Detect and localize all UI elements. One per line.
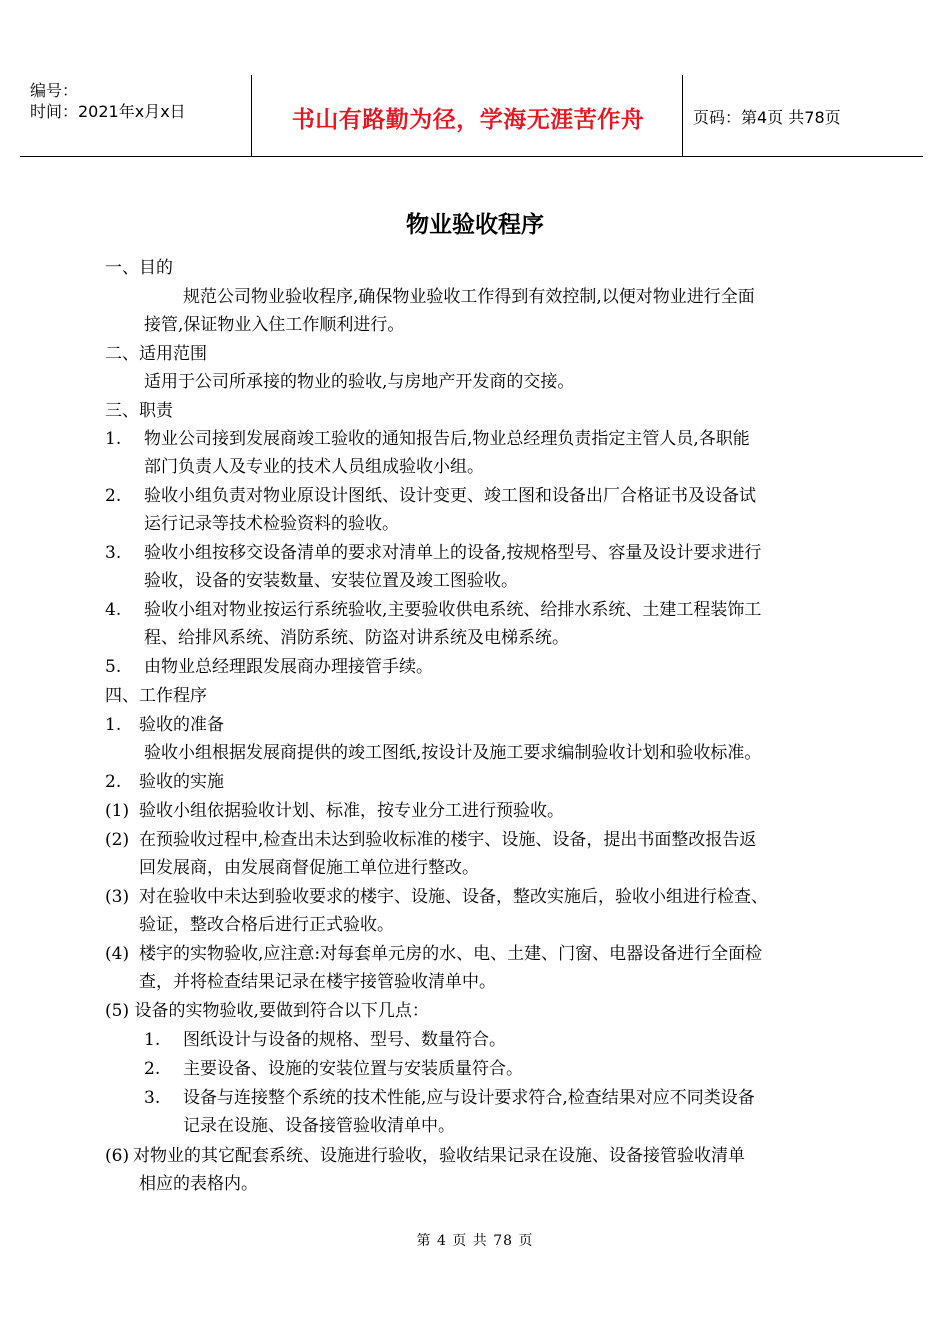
list-item-number: (1) bbox=[105, 801, 130, 821]
section-heading-responsibilities: 三、职责 bbox=[105, 401, 173, 421]
list-item-number: 1. bbox=[105, 429, 122, 449]
list-item-text: 验收小组对物业按运行系统验收,主要验收供电系统、给排水系统、土建工程装饰工 bbox=[144, 600, 762, 620]
section-heading-purpose: 一、目的 bbox=[105, 258, 173, 278]
list-item-text: 由物业总经理跟发展商办理接管手续。 bbox=[144, 657, 433, 677]
list-item-text: 运行记录等技术检验资料的验收。 bbox=[144, 514, 399, 534]
list-item-text: 对在验收中未达到验收要求的楼宇、设施、设备，整改实施后，验收小组进行检查、 bbox=[139, 887, 768, 907]
list-item-text: 程、给排风系统、消防系统、防盗对讲系统及电梯系统。 bbox=[144, 628, 569, 648]
list-item-text: 验收，设备的安装数量、安装位置及竣工图验收。 bbox=[144, 571, 518, 591]
sub-list-number: 3. bbox=[144, 1088, 161, 1108]
header-divider bbox=[682, 75, 683, 156]
sub-list-text: 图纸设计与设备的规格、型号、数量符合。 bbox=[183, 1030, 506, 1050]
list-item-text: 验收小组按移交设备清单的要求对清单上的设备,按规格型号、容量及设计要求进行 bbox=[144, 543, 762, 563]
paragraph-line: 规范公司物业验收程序,确保物业验收工作得到有效控制,以便对物业进行全面 bbox=[183, 287, 755, 307]
section-heading-procedure: 四、工作程序 bbox=[105, 686, 207, 706]
paragraph-line: 接管,保证物业入住工作顺利进行。 bbox=[144, 315, 405, 335]
time-label: 时间：2021年x月x日 bbox=[30, 102, 186, 121]
subsection-number: 2. bbox=[105, 772, 122, 792]
list-item-number: 3. bbox=[105, 543, 122, 563]
list-item-text: 楼宇的实物验收,应注意:对每套单元房的水、电、土建、门窗、电器设备进行全面检 bbox=[139, 944, 763, 964]
document-title: 物业验收程序 bbox=[406, 212, 544, 238]
list-item-text: 验证，整改合格后进行正式验收。 bbox=[139, 915, 394, 935]
list-item-number: (6) bbox=[105, 1146, 130, 1166]
subsection-title: 验收的准备 bbox=[139, 715, 224, 735]
sub-list-number: 2. bbox=[144, 1059, 161, 1079]
list-item-text: 对物业的其它配套系统、设施进行验收，验收结果记录在设施、设备接管验收清单 bbox=[133, 1146, 745, 1166]
sub-list-text: 设备与连接整个系统的技术性能,应与设计要求符合,检查结果对应不同类设备 bbox=[183, 1088, 755, 1108]
subsection-number: 1. bbox=[105, 715, 122, 735]
serial-number-label: 编号： bbox=[30, 81, 79, 100]
list-item-number: 4. bbox=[105, 600, 122, 620]
header-page-info: 页码：第4页 共78页 bbox=[693, 108, 841, 127]
list-item-text: (5) 设备的实物验收,要做到符合以下几点： bbox=[105, 1001, 429, 1021]
header-motto: 书山有路勤为径，学海无涯苦作舟 bbox=[291, 107, 645, 133]
list-item-text: 回发展商，由发展商督促施工单位进行整改。 bbox=[139, 858, 479, 878]
page-footer: 第 4 页 共 78 页 bbox=[416, 1233, 534, 1249]
list-item-number: (3) bbox=[105, 887, 130, 907]
list-item-text: 部门负责人及专业的技术人员组成验收小组。 bbox=[144, 457, 484, 477]
sub-list-text: 记录在设施、设备接管验收清单中。 bbox=[183, 1116, 455, 1136]
sub-list-text: 主要设备、设施的安装位置与安装质量符合。 bbox=[183, 1059, 523, 1079]
subsection-title: 验收的实施 bbox=[139, 772, 224, 792]
sub-list-number: 1. bbox=[144, 1030, 161, 1050]
list-item-text: 查，并将检查结果记录在楼宇接管验收清单中。 bbox=[139, 972, 496, 992]
paragraph-line: 适用于公司所承接的物业的验收,与房地产开发商的交接。 bbox=[144, 372, 575, 392]
list-item-number: (2) bbox=[105, 830, 130, 850]
list-item-text: 验收小组依据验收计划、标准，按专业分工进行预验收。 bbox=[139, 801, 564, 821]
list-item-number: 5. bbox=[105, 657, 122, 677]
list-item-text: 在预验收过程中,检查出未达到验收标准的楼宇、设施、设备，提出书面整改报告返 bbox=[139, 830, 757, 850]
header-meta bbox=[30, 80, 186, 122]
paragraph-line: 验收小组根据发展商提供的竣工图纸,按设计及施工要求编制验收计划和验收标准。 bbox=[144, 743, 762, 763]
list-item-text: 相应的表格内。 bbox=[139, 1174, 258, 1194]
header-divider bbox=[251, 75, 252, 156]
list-item-text: 物业公司接到发展商竣工验收的通知报告后,物业总经理负责指定主管人员,各职能 bbox=[144, 429, 750, 449]
section-heading-scope: 二、适用范围 bbox=[105, 344, 207, 364]
list-item-number: (4) bbox=[105, 944, 130, 964]
list-item-text: 验收小组负责对物业原设计图纸、设计变更、竣工图和设备出厂合格证书及设备试 bbox=[144, 486, 756, 506]
list-item-number: 2. bbox=[105, 486, 122, 506]
page-header bbox=[20, 75, 923, 157]
